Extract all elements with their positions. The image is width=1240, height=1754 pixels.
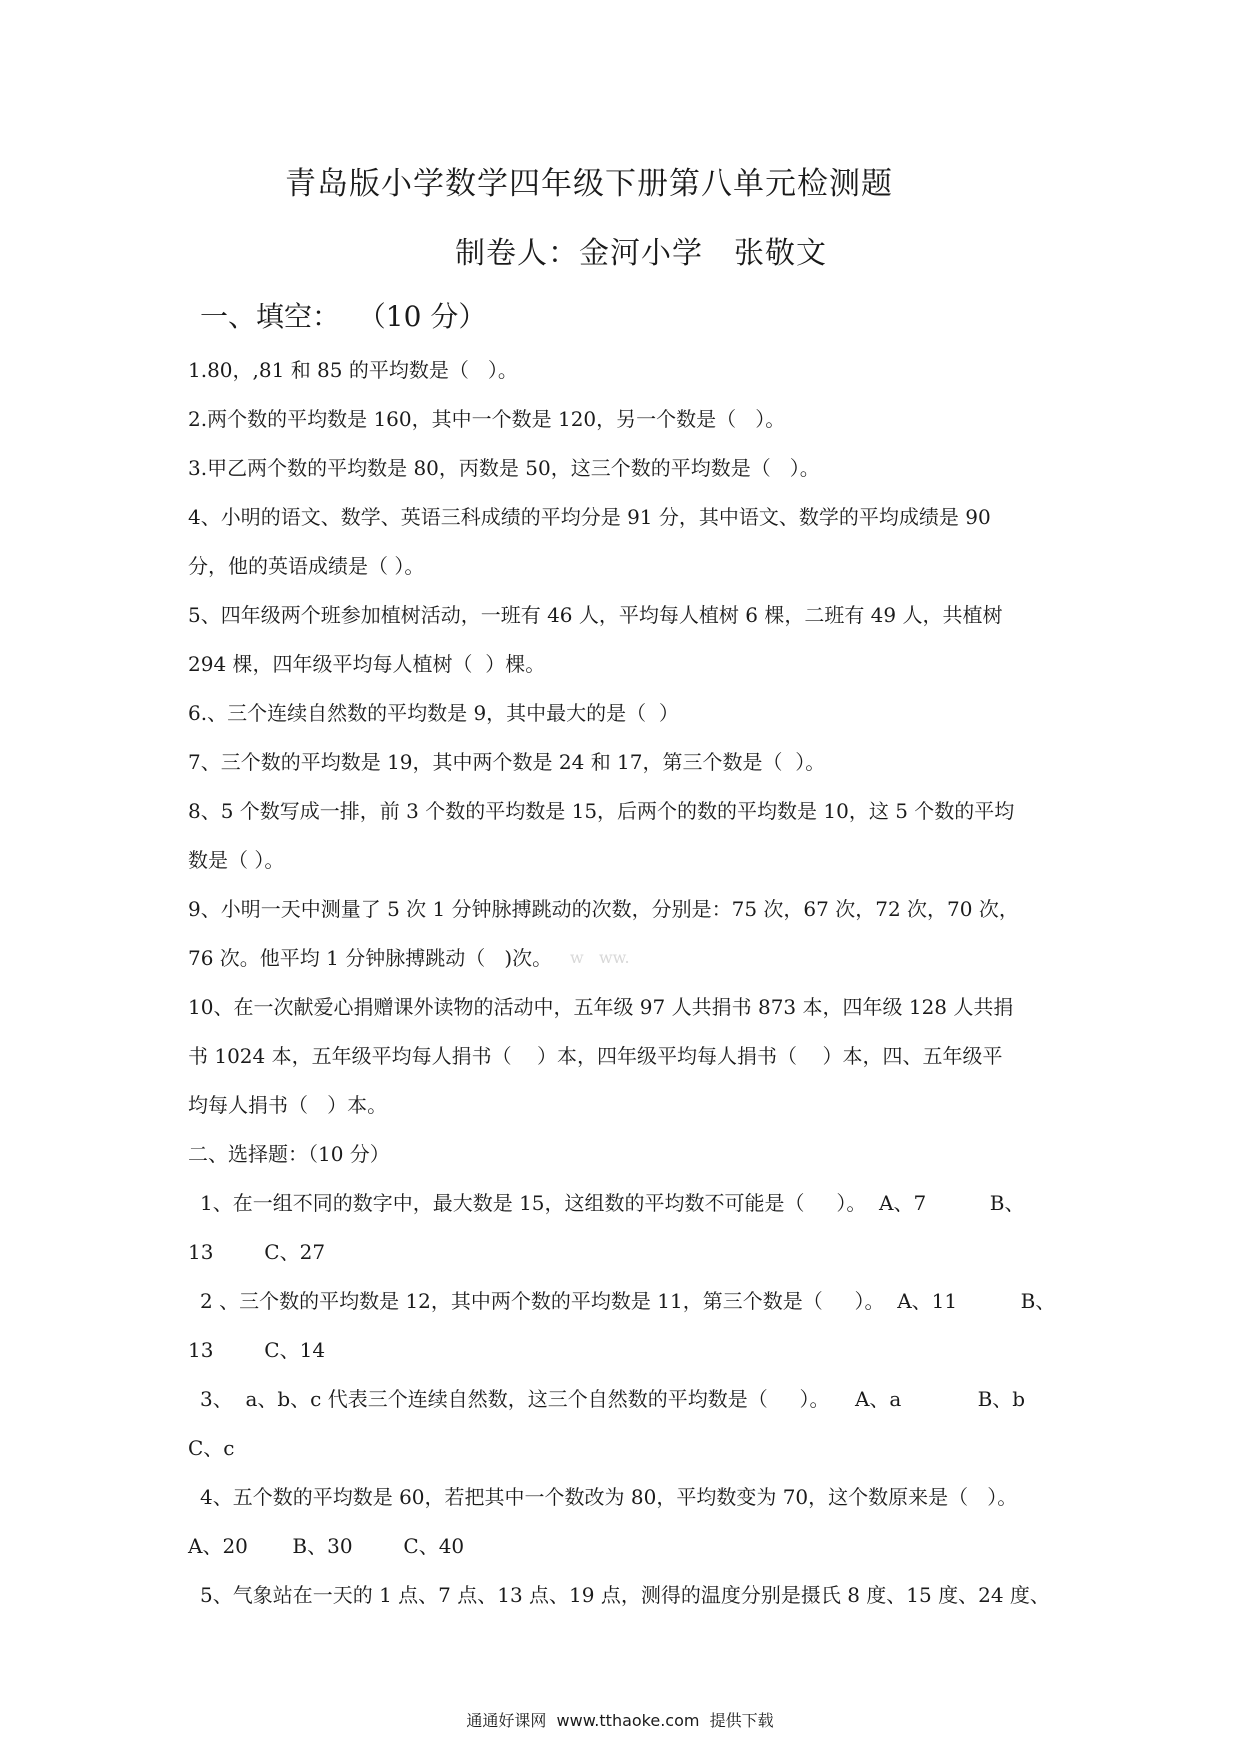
question-line: A、20 B、30 C、40 — [188, 1534, 465, 1558]
question-line: C、c — [188, 1436, 235, 1460]
question-line: 13 C、27 — [188, 1240, 326, 1264]
question-line: 分，他的英语成绩是（ ）。 — [188, 554, 425, 578]
question-line: 3.甲乙两个数的平均数是 80，丙数是 50，这三个数的平均数是（ ）。 — [188, 456, 820, 480]
question-line: 数是（ ）。 — [188, 848, 285, 872]
question-line: 1、在一组不同的数字中，最大数是 15，这组数的平均数不可能是（ ）。 A、7 B、 — [200, 1191, 1025, 1215]
question-line: 1.80，,81 和 85 的平均数是（ ）。 — [188, 358, 518, 382]
question-line: 10、在一次献爱心捐赠课外读物的活动中，五年级 97 人共捐书 873 本，四年级 128 人共捐 — [188, 995, 1014, 1019]
question-line: 7、三个数的平均数是 19，其中两个数是 24 和 17，第三个数是（ ）。 — [188, 750, 826, 774]
question-line: 4、小明的语文、数学、英语三科成绩的平均分是 91 分，其中语文、数学的平均成绩是 90 — [188, 505, 991, 529]
question-line: 13 C、14 — [188, 1338, 326, 1362]
section-heading-choice: 二、选择题：（10 分） — [188, 1142, 390, 1166]
question-line: 5、四年级两个班参加植树活动，一班有 46 人，平均每人植树 6 棵，二班有 49 人，共植树 — [188, 603, 1003, 627]
faint-watermark: w ww. — [570, 948, 630, 967]
question-line: 6.、三个连续自然数的平均数是 9，其中最大的是（ ） — [188, 701, 679, 725]
question-line: 9、小明一天中测量了 5 次 1 分钟脉搏跳动的次数，分别是：75 次，67 次，72 次，70 次， — [188, 897, 1019, 921]
question-line: 4、五个数的平均数是 60，若把其中一个数改为 80，平均数变为 70，这个数原来是（ ）。 — [200, 1485, 1018, 1509]
question-line: 书 1024 本，五年级平均每人捐书（ ）本，四年级平均每人捐书（ ）本，四、五年级平 — [188, 1044, 1003, 1068]
question-line: 2.两个数的平均数是 160，其中一个数是 120，另一个数是（ ）。 — [188, 407, 786, 431]
question-line: 2 、三个数的平均数是 12，其中两个数的平均数是 11，第三个数是（ ）。 A、11 B、 — [200, 1289, 1056, 1313]
question-line: 8、5 个数写成一排，前 3 个数的平均数是 15，后两个的数的平均数是 10，这 5 个数的平均 — [188, 799, 1015, 823]
page-title: 青岛版小学数学四年级下册第八单元检测题 — [285, 166, 893, 202]
question-line: 5、气象站在一天的 1 点、7 点、13 点、19 点，测得的温度分别是摄氏 8 度、15 度、24 度、 — [200, 1583, 1050, 1607]
footer-credit: 通通好课网 www.tthaoke.com 提供下载 — [466, 1711, 774, 1730]
question-line: 均每人捐书（ ）本。 — [188, 1093, 388, 1117]
question-line: 76 次。他平均 1 分钟脉搏跳动（ )次。 — [188, 946, 553, 970]
author-line: 制卷人：金河小学 张敬文 — [455, 236, 827, 271]
section-heading-fill-in: 一、填空： （10 分） — [200, 300, 487, 333]
question-line: 294 棵，四年级平均每人植树（ ）棵。 — [188, 652, 546, 676]
question-line: 3、 a、b、c 代表三个连续自然数，这三个自然数的平均数是（ ）。 A、a B、b — [200, 1387, 1026, 1411]
